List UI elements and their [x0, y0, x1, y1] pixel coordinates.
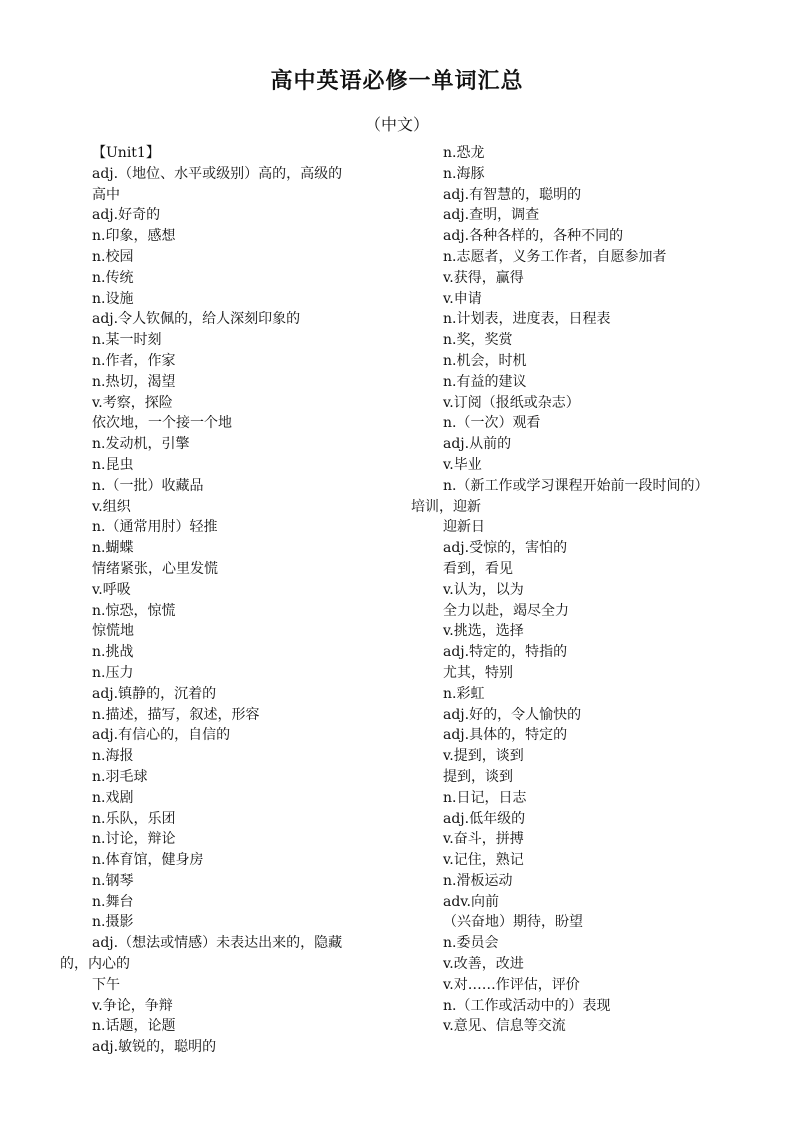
right-vocabulary-column — [411, 143, 763, 1037]
page-subtitle: （中文） — [364, 115, 429, 134]
vocab-entry: v.组织 — [92, 498, 131, 515]
vocab-entry: v.奋斗，拼搏 — [443, 831, 524, 848]
vocab-entry: n.发动机，引擎 — [92, 436, 190, 453]
vocab-entry: adj.特定的，特指的 — [443, 644, 568, 661]
vocab-entry: adj.受惊的，害怕的 — [443, 540, 568, 557]
vocab-entry: n.作者，作家 — [92, 352, 176, 369]
vocab-entry: adj.从前的 — [443, 436, 512, 453]
vocab-entry: v.认为，以为 — [443, 581, 524, 598]
vocab-entry: n.羽毛球 — [92, 768, 148, 785]
vocab-entry: n.彩虹 — [443, 685, 485, 702]
vocab-entry: adj.敏锐的，聪明的 — [92, 1039, 217, 1056]
vocab-entry: 尤其，特别 — [443, 664, 513, 681]
vocab-entry: v.挑选，选择 — [443, 623, 524, 640]
vocab-entry: n.挑战 — [92, 644, 134, 661]
vocab-entry: v.获得，赢得 — [443, 269, 524, 286]
vocab-entry: 看到，看见 — [443, 560, 513, 577]
page-title: 高中英语必修一单词汇总 — [270, 69, 524, 94]
vocab-entry: n.设施 — [92, 290, 134, 307]
left-vocabulary-column — [60, 143, 412, 1058]
vocab-entry: v.争论，争辩 — [92, 997, 173, 1014]
vocab-entry: n.体育馆，健身房 — [92, 852, 204, 869]
vocab-entry: adj.低年级的 — [443, 810, 526, 827]
vocab-entry: n.传统 — [92, 269, 134, 286]
vocab-entry: n.有益的建议 — [443, 373, 527, 390]
vocab-entry: （兴奋地）期待，盼望 — [443, 914, 583, 931]
vocab-entry: 【Unit1】 — [92, 145, 160, 161]
vocab-entry: n.计划表，进度表，日程表 — [443, 311, 611, 328]
vocab-entry: v.毕业 — [443, 456, 482, 473]
vocab-entry: 惊慌地 — [92, 623, 134, 640]
vocab-entry: n.描述，描写，叙述，形容 — [92, 706, 260, 723]
vocab-entry: adv.向前 — [443, 893, 500, 910]
vocab-entry: n.舞台 — [92, 893, 134, 910]
vocab-entry: n.（通常用肘）轻推 — [92, 519, 218, 536]
vocab-entry: n.昆虫 — [92, 456, 134, 473]
vocab-entry: adj.镇静的，沉着的 — [92, 685, 217, 702]
vocab-entry: adj.各种各样的，各种不同的 — [443, 228, 624, 245]
vocab-entry: adj.令人钦佩的，给人深刻印象的 — [92, 311, 301, 328]
vocab-entry: adj.有信心的，自信的 — [92, 727, 231, 744]
vocab-entry: adj.（想法或情感）未表达出来的，隐藏 — [92, 935, 343, 952]
vocab-entry: n.（工作或活动中的）表现 — [443, 997, 611, 1014]
vocab-entry: v.订阅（报纸或杂志） — [443, 394, 580, 411]
vocab-entry: n.（新工作或学习课程开始前一段时间的） — [443, 477, 709, 494]
vocab-entry: n.热切，渴望 — [92, 373, 176, 390]
vocab-entry: n.印象，感想 — [92, 228, 176, 245]
vocab-entry: n.（一批）收藏品 — [92, 477, 204, 494]
vocab-entry: 高中 — [92, 186, 120, 203]
vocab-entry: n.惊恐，惊慌 — [92, 602, 176, 619]
vocab-entry: n.滑板运动 — [443, 872, 513, 889]
vocab-entry: 迎新日 — [443, 519, 485, 536]
vocab-entry: v.意见、信息等交流 — [443, 1018, 566, 1035]
vocab-entry: n.钢琴 — [92, 872, 134, 889]
vocab-entry: adj.好奇的 — [92, 207, 161, 224]
vocab-entry: n.摄影 — [92, 914, 134, 931]
vocab-entry: adj.具体的，特定的 — [443, 727, 568, 744]
vocab-entry: n.蝴蝶 — [92, 540, 134, 557]
vocab-entry: n.话题，论题 — [92, 1018, 176, 1035]
vocab-entry: n.海报 — [92, 748, 134, 765]
vocab-entry: n.（一次）观看 — [443, 415, 541, 432]
vocab-entry: v.提到，谈到 — [443, 748, 524, 765]
vocab-entry: n.戏剧 — [92, 789, 134, 806]
vocab-entry: adj.好的，令人愉快的 — [443, 706, 582, 723]
vocab-entry: n.委员会 — [443, 935, 499, 952]
vocab-entry: adj.（地位、水平或级别）高的，高级的 — [92, 165, 343, 182]
vocab-entry: v.对……作评估，评价 — [443, 976, 580, 993]
vocab-entry: v.申请 — [443, 290, 482, 307]
vocab-entry: 全力以赴，竭尽全力 — [443, 602, 569, 619]
vocab-entry: 下午 — [92, 976, 120, 993]
vocab-entry: 情绪紧张，心里发慌 — [92, 560, 218, 577]
vocab-entry: 提到，谈到 — [443, 768, 513, 785]
vocab-entry: n.机会，时机 — [443, 352, 527, 369]
vocab-entry: n.恐龙 — [443, 145, 485, 161]
vocab-entry: n.志愿者，义务工作者，自愿参加者 — [443, 248, 667, 265]
vocab-entry: 依次地，一个接一个地 — [92, 415, 232, 432]
vocab-entry: n.奖，奖赏 — [443, 332, 513, 349]
vocab-entry: adj.有智慧的，聪明的 — [443, 186, 582, 203]
vocab-entry: 的，内心的 — [60, 956, 130, 973]
vocab-entry: n.压力 — [92, 664, 134, 681]
vocab-entry: n.校园 — [92, 248, 134, 265]
vocab-entry: v.呼吸 — [92, 581, 131, 598]
vocab-entry: v.考察，探险 — [92, 394, 173, 411]
vocab-entry: n.讨论，辩论 — [92, 831, 176, 848]
vocab-entry: adj.查明，调查 — [443, 207, 540, 224]
vocab-entry: n.海豚 — [443, 165, 485, 182]
vocab-entry: n.日记，日志 — [443, 789, 527, 806]
vocab-entry: n.某一时刻 — [92, 332, 162, 349]
vocab-entry: n.乐队，乐团 — [92, 810, 176, 827]
vocab-entry: v.改善，改进 — [443, 956, 524, 973]
vocab-entry: 培训，迎新 — [411, 498, 481, 515]
vocab-entry: v.记住，熟记 — [443, 852, 524, 869]
